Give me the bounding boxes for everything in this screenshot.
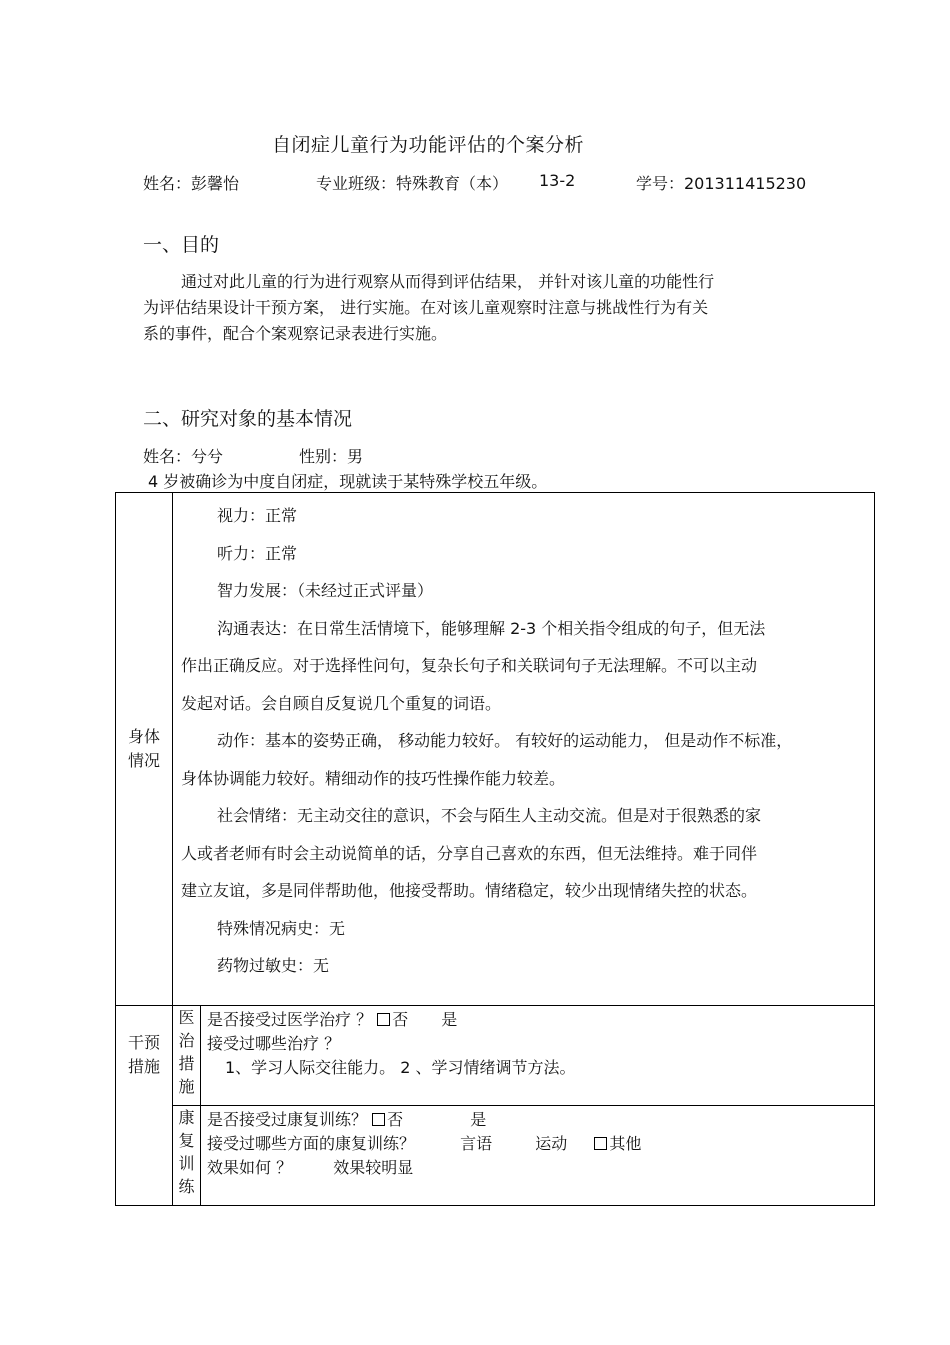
section1-paragraph (143, 269, 803, 347)
medical-details-cell (201, 1005, 875, 1105)
subject-name: 姓名：兮兮 (143, 447, 224, 466)
body-detail-line: 动作：基本的姿势正确， 移动能力较好。 有较好的运动能力， 但是动作不标准， (217, 731, 793, 750)
author-student-id: 学号：201311415230 (636, 174, 807, 193)
rehab-yes-label: 是 (470, 1109, 487, 1129)
medical-question: 是否接受过医学治疗 ？ (207, 1009, 373, 1029)
body-detail-line: 身体协调能力较好。精细动作的技巧性操作能力较差。 (181, 768, 566, 788)
medical-treatments: 1、学习人际交往能力。 2 、学习情绪调节方法。 (225, 1057, 576, 1077)
rehab-question: 是否接受过康复训练？ (207, 1109, 368, 1129)
medical-question-line (207, 1008, 868, 1032)
intervention-label-cell (116, 1005, 173, 1205)
body-detail-line: 听力：正常 (217, 543, 298, 563)
checkbox-no[interactable] (377, 1013, 390, 1026)
checkbox-no[interactable] (372, 1113, 385, 1126)
paragraph-line: 系的事件，配合个案观察记录表进行实施。 (143, 324, 448, 343)
body-detail-line: 作出正确反应。对于选择性问句，复杂长句子和关联词句子无法理解。不可以主动 (181, 656, 758, 675)
medical-label-cell (173, 1005, 201, 1105)
section2-heading: 二、研究对象的基本情况 (143, 408, 353, 430)
document-title: 自闭症儿童行为功能评估的个案分析 (272, 134, 585, 156)
rehab-no-label: 否 (387, 1109, 404, 1129)
rehab-question-line (207, 1108, 868, 1132)
medical-no-label: 否 (392, 1009, 409, 1029)
body-detail-line: 沟通表达：在日常生活情境下，能够理解 2-3 个相关指令组成的句子，但无法 (217, 618, 766, 638)
body-detail-line: 特殊情况病史：无 (217, 918, 346, 938)
subject-intro: 4 岁被确诊为中度自闭症，现就读于某特殊学校五年级。 (148, 472, 548, 491)
medical-yes-label: 是 (441, 1009, 458, 1029)
rehab-types-line (207, 1132, 868, 1156)
rehab-effect-line (207, 1156, 868, 1180)
body-label: 身体情况 (127, 726, 160, 770)
section1-heading: 一、目的 (143, 234, 220, 256)
paragraph-line: 通过对此儿童的行为进行观察从而得到评估结果， 并针对该儿童的功能性行 (181, 272, 715, 291)
rehab-effect-question: 效果如何 ？ (207, 1157, 293, 1177)
rehab-label-cell (173, 1105, 201, 1205)
body-detail-line: 人或者老师有时会主动说简单的话，分享自己喜欢的东西，但无法维持。难于同伴 (181, 843, 758, 863)
author-class: 13-2 (539, 171, 576, 190)
paragraph-line: 为评估结果设计干预方案， 进行实施。在对该儿童观察时注意与挑战性行为有关 (143, 298, 709, 317)
body-lines (181, 497, 862, 985)
author-name: 姓名：彭馨怡 (143, 174, 240, 193)
author-major: 专业班级：特殊教育（本） (316, 174, 509, 193)
rehab-option-motor: 运动 (535, 1133, 568, 1153)
info-table (115, 492, 875, 1206)
medical-which-treatment: 接受过哪些治疗 ？ (207, 1033, 341, 1053)
body-detail-line: 智力发展：（未经过正式评量） (217, 581, 434, 600)
body-detail-line: 发起对话。会自顾自反复说几个重复的词语。 (181, 693, 502, 713)
rehab-option-speech: 言语 (460, 1133, 493, 1153)
intervention-label: 干预措施 (127, 1033, 160, 1076)
rehab-details-cell (201, 1105, 875, 1205)
subject-gender: 性别：男 (299, 447, 364, 466)
rehab-types-question: 接受过哪些方面的康复训练？ (207, 1133, 416, 1153)
body-detail-line: 建立友谊，多是同伴帮助他，他接受帮助。情绪稳定，较少出现情绪失控的状态。 (181, 881, 758, 900)
body-detail-line: 药物过敏史：无 (217, 956, 330, 975)
body-detail-line: 社会情绪：无主动交往的意识，不会与陌生人主动交流。但是对于很熟悉的家 (217, 806, 762, 825)
rehab-option-other: 其他 (609, 1133, 642, 1153)
rehab-effect-answer: 效果较明显 (333, 1157, 414, 1177)
rehab-label: 康复训练 (178, 1107, 195, 1196)
body-details-cell (173, 493, 875, 1006)
checkbox-other[interactable] (594, 1137, 607, 1150)
medical-label: 医治措施 (178, 1007, 195, 1096)
body-label-cell (116, 493, 173, 1006)
body-detail-line: 视力：正常 (217, 506, 298, 525)
